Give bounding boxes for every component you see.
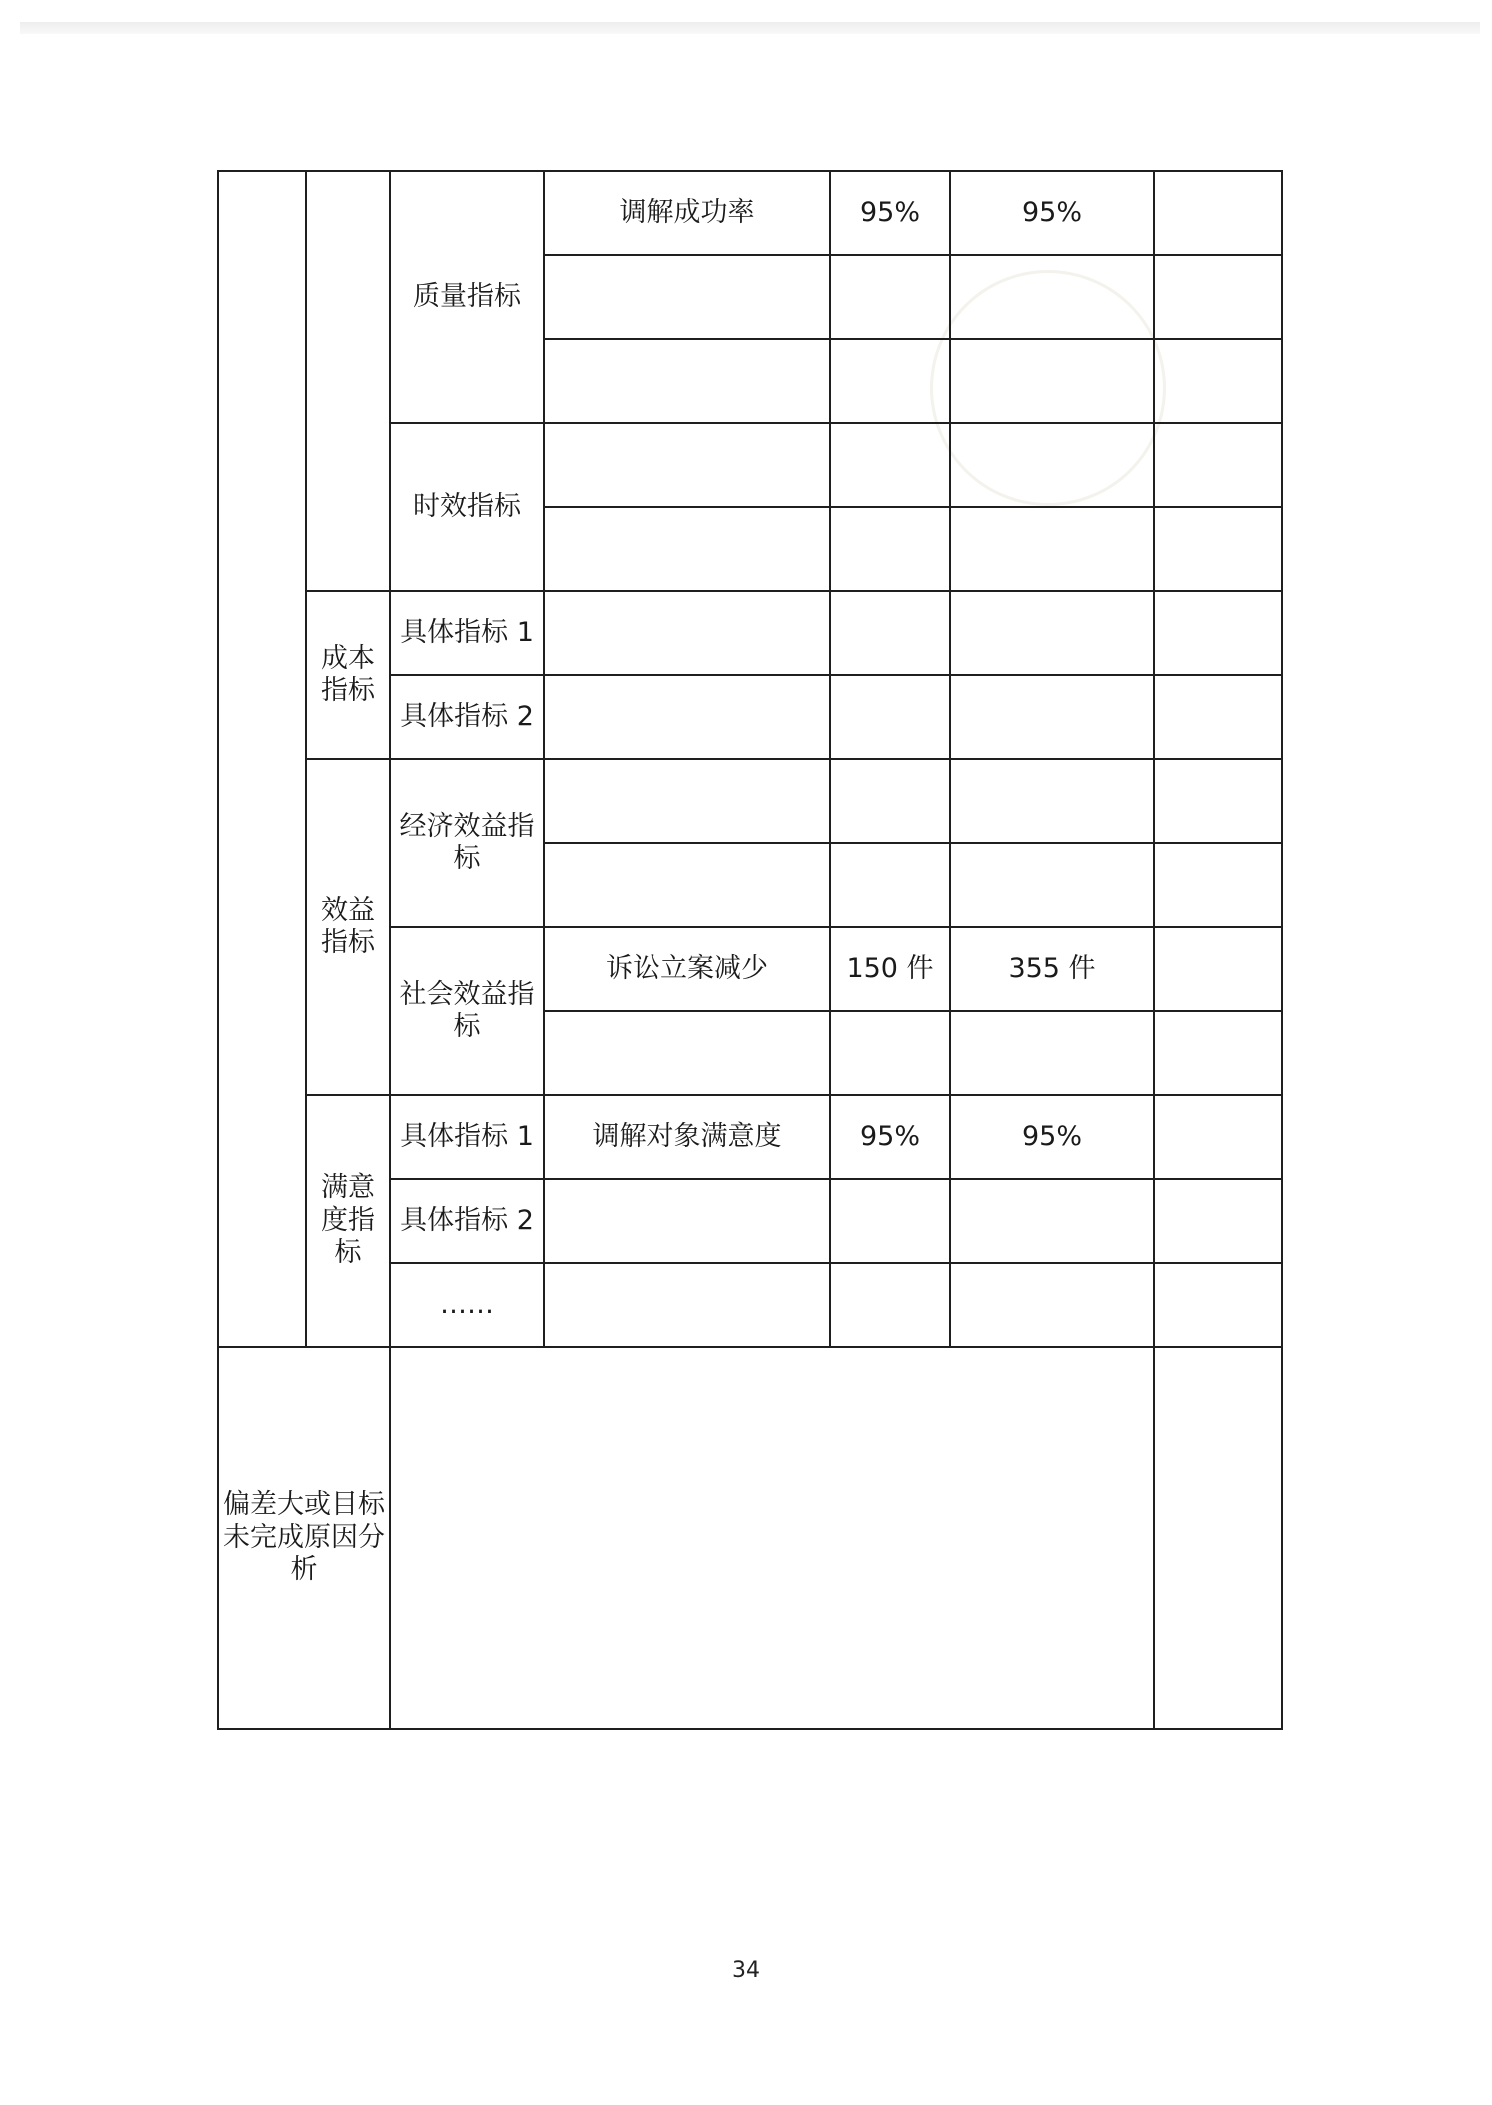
timeliness-label: 时效指标 — [390, 423, 544, 591]
actual-cell — [950, 1179, 1154, 1263]
indicator-cell: 调解对象满意度 — [544, 1095, 830, 1179]
target-cell — [830, 1011, 950, 1095]
indicator-cell — [544, 339, 830, 423]
deviation-content-cell — [390, 1347, 1154, 1729]
indicator-cell — [544, 507, 830, 591]
actual-cell — [950, 1263, 1154, 1347]
indicator-cell — [544, 759, 830, 843]
score-cell — [1154, 255, 1282, 339]
social-benefit-line: 社会效益指 — [399, 978, 535, 1010]
satisfaction-label-line: 标 — [334, 1237, 362, 1269]
indicator-cell: 调解成功率 — [544, 171, 830, 255]
actual-cell — [950, 759, 1154, 843]
social-benefit-line: 标 — [453, 1011, 481, 1042]
target-cell — [830, 339, 950, 423]
satisfaction-label — [306, 1095, 390, 1347]
score-cell — [1154, 1263, 1282, 1347]
target-cell: 95% — [830, 171, 950, 255]
cost-label — [306, 591, 390, 759]
actual-cell — [950, 339, 1154, 423]
cost-item-label: 具体指标 1 — [390, 591, 544, 675]
indicator-cell — [544, 1011, 830, 1095]
output-subcategory-cell — [306, 171, 390, 591]
actual-cell: 355 件 — [950, 927, 1154, 1011]
actual-cell — [950, 1011, 1154, 1095]
score-cell — [1154, 843, 1282, 927]
score-cell — [1154, 591, 1282, 675]
cost-label-line: 成本 — [321, 642, 375, 674]
social-benefit-label — [390, 927, 544, 1095]
benefit-label — [306, 759, 390, 1095]
table-row — [218, 171, 1282, 255]
performance-table — [217, 170, 1283, 1730]
actual-cell — [950, 843, 1154, 927]
economic-benefit-line: 经济效益指 — [399, 810, 535, 842]
outer-category-cell — [218, 171, 306, 1347]
satisfaction-label-line: 满意 — [321, 1172, 375, 1204]
indicator-cell — [544, 255, 830, 339]
score-cell — [1154, 1011, 1282, 1095]
satisfaction-label-line: 度指 — [321, 1204, 375, 1236]
deviation-label-line: 未完成原因分 — [223, 1521, 385, 1553]
deviation-label-line: 偏差大或目标 — [223, 1489, 385, 1521]
target-cell — [830, 843, 950, 927]
table-row — [218, 1095, 1282, 1179]
cost-label-line: 指标 — [321, 675, 375, 706]
satisfaction-item-label: …… — [390, 1263, 544, 1347]
page-number: 34 — [732, 1958, 760, 1983]
economic-benefit-line: 标 — [453, 843, 481, 874]
quality-label: 质量指标 — [390, 171, 544, 423]
deviation-row — [218, 1347, 1282, 1729]
cost-item-label: 具体指标 2 — [390, 675, 544, 759]
deviation-label-line: 析 — [290, 1554, 318, 1586]
actual-cell — [950, 507, 1154, 591]
score-cell — [1154, 675, 1282, 759]
economic-benefit-label — [390, 759, 544, 927]
indicator-cell — [544, 423, 830, 507]
actual-cell: 95% — [950, 171, 1154, 255]
scan-top-edge — [20, 22, 1480, 34]
score-cell — [1154, 423, 1282, 507]
satisfaction-item-label: 具体指标 1 — [390, 1095, 544, 1179]
deviation-score-cell — [1154, 1347, 1282, 1729]
score-cell — [1154, 507, 1282, 591]
target-cell — [830, 591, 950, 675]
deviation-label — [218, 1347, 390, 1729]
actual-cell: 95% — [950, 1095, 1154, 1179]
indicator-cell — [544, 591, 830, 675]
target-cell — [830, 1179, 950, 1263]
indicator-cell: 诉讼立案减少 — [544, 927, 830, 1011]
indicator-cell — [544, 1263, 830, 1347]
actual-cell — [950, 423, 1154, 507]
target-cell: 95% — [830, 1095, 950, 1179]
target-cell — [830, 507, 950, 591]
actual-cell — [950, 675, 1154, 759]
table-row — [218, 591, 1282, 675]
table-row — [218, 759, 1282, 843]
score-cell — [1154, 171, 1282, 255]
actual-cell — [950, 591, 1154, 675]
score-cell — [1154, 759, 1282, 843]
score-cell — [1154, 1095, 1282, 1179]
benefit-label-line: 效益 — [321, 894, 375, 926]
target-cell: 150 件 — [830, 927, 950, 1011]
target-cell — [830, 675, 950, 759]
indicator-cell — [544, 843, 830, 927]
score-cell — [1154, 1179, 1282, 1263]
actual-cell — [950, 255, 1154, 339]
target-cell — [830, 423, 950, 507]
score-cell — [1154, 339, 1282, 423]
target-cell — [830, 255, 950, 339]
target-cell — [830, 759, 950, 843]
indicator-cell — [544, 675, 830, 759]
satisfaction-item-label: 具体指标 2 — [390, 1179, 544, 1263]
indicator-cell — [544, 1179, 830, 1263]
benefit-label-line: 指标 — [321, 927, 375, 958]
target-cell — [830, 1263, 950, 1347]
score-cell — [1154, 927, 1282, 1011]
